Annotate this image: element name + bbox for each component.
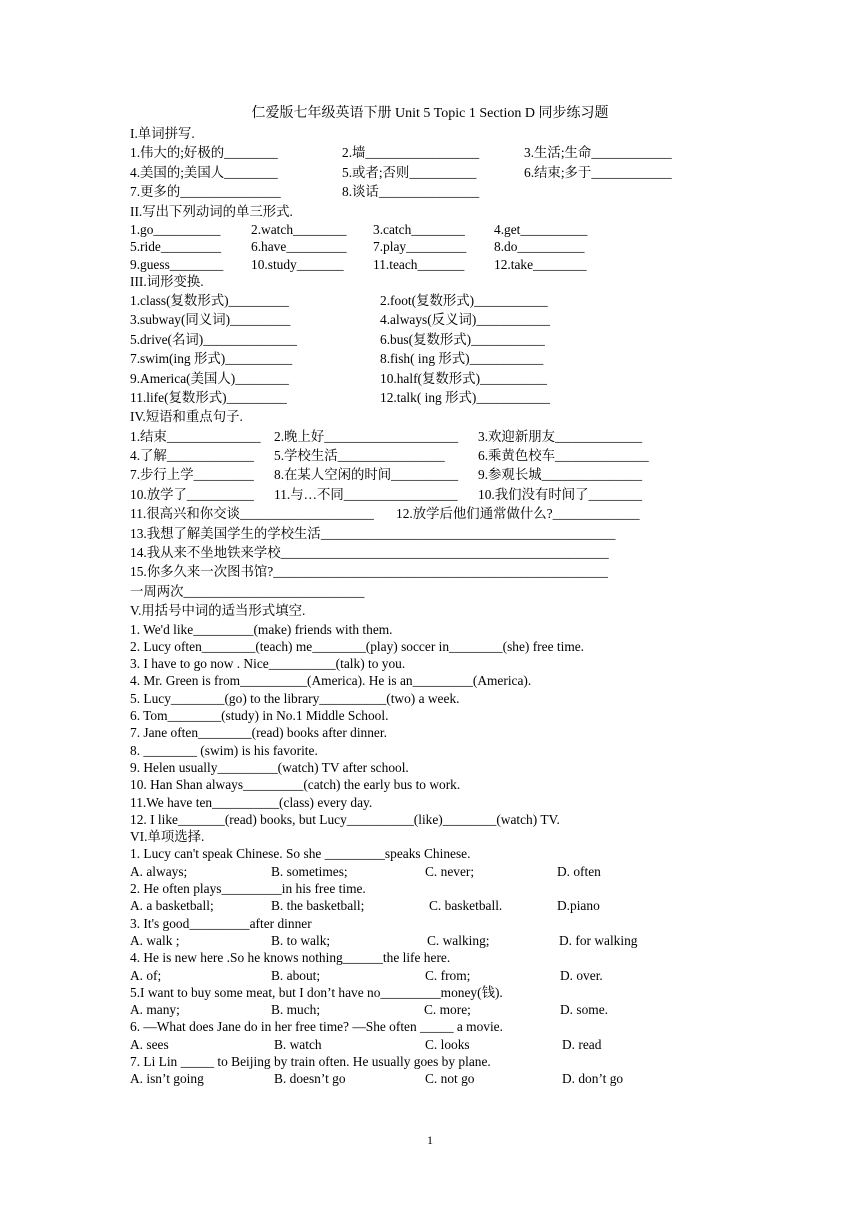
mc-option: C. not go <box>425 1071 475 1087</box>
phrase-item: 4.了解_____________ <box>130 448 254 464</box>
phrase-row <box>130 485 670 504</box>
fill-blank-item: 6. Tom________(study) in No.1 Middle School. <box>130 708 389 724</box>
section-heading: V.用括号中词的适当形式填空. <box>130 603 306 619</box>
verb-item: 11.teach_______ <box>373 256 465 272</box>
fill-blank-item: 2. Lucy often________(teach) me________(play) soccer in________(she) free time. <box>130 638 585 654</box>
transform-row <box>130 310 670 329</box>
page-number: 1 <box>427 1133 433 1147</box>
verb-item: 3.catch________ <box>373 221 465 237</box>
mc-options <box>130 1070 670 1087</box>
mc-option: B. watch <box>274 1036 322 1052</box>
vocab-item: 4.美国的;美国人________ <box>130 164 278 180</box>
mc-question: 5.I want to buy some meat, but I don’t have no_________money(钱). <box>130 984 503 1000</box>
mc-option: B. about; <box>271 967 321 983</box>
mc-question: 2. He often plays_________in his free time. <box>130 881 366 897</box>
transform-item: 5.drive(名词)______________ <box>130 331 297 347</box>
fill-blank-item: 5. Lucy________(go) to the library__________(two) a week. <box>130 690 460 706</box>
worksheet-body <box>130 124 670 1088</box>
phrase-item: 12.放学后他们通常做什么?_____________ <box>396 506 640 522</box>
fill-blank-item: 9. Helen usually_________(watch) TV after school. <box>130 759 409 775</box>
phrase-item: 7.步行上学_________ <box>130 467 254 483</box>
mc-option: B. the basketball; <box>271 898 365 914</box>
phrase-item: 10.放学了__________ <box>130 486 254 502</box>
mc-option: B. doesn’t go <box>274 1071 346 1087</box>
transform-item: 2.foot(复数形式)___________ <box>380 292 548 308</box>
mc-options <box>130 863 670 880</box>
phrase-row <box>130 427 670 446</box>
fill-blank-item: 7. Jane often________(read) books after dinner. <box>130 725 387 741</box>
vocab-row <box>130 143 670 162</box>
mc-option: D. don’t go <box>562 1071 624 1087</box>
transform-row <box>130 291 670 310</box>
mc-option: D. some. <box>560 1002 608 1018</box>
phrase-item: 15.你多久来一次图书馆?__________________________________________________ <box>130 564 608 580</box>
section-heading: III.词形变换. <box>130 274 204 290</box>
phrase-row <box>130 504 670 523</box>
transform-item: 9.America(美国人)________ <box>130 370 289 386</box>
mc-option: C. never; <box>425 863 475 879</box>
fill-blank-item: 1. We'd like_________(make) friends with them. <box>130 621 393 637</box>
mc-option: D. for walking <box>559 932 638 948</box>
fill-blank-item: 8. ________ (swim) is his favorite. <box>130 742 318 758</box>
vocab-item: 7.更多的_______________ <box>130 184 281 200</box>
mc-options <box>130 967 670 984</box>
mc-option: A. always; <box>130 863 188 879</box>
vocab-item: 3.生活;生命____________ <box>524 145 672 161</box>
mc-option: C. walking; <box>427 932 490 948</box>
phrase-item: 11.与…不同_________________ <box>274 486 458 502</box>
mc-options <box>130 1001 670 1018</box>
mc-option: B. sometimes; <box>271 863 348 879</box>
transform-item: 6.bus(复数形式)___________ <box>380 331 545 347</box>
mc-question: 3. It's good_________after dinner <box>130 915 312 931</box>
transform-row <box>130 388 670 407</box>
mc-question: 4. He is new here .So he knows nothing______the life here. <box>130 950 451 966</box>
phrase-row <box>130 524 670 543</box>
fill-blank-item: 3. I have to go now . Nice__________(talk) to you. <box>130 656 406 672</box>
phrase-item: 3.欢迎新朋友_____________ <box>478 428 643 444</box>
mc-options <box>130 897 670 914</box>
transform-row <box>130 330 670 349</box>
transform-item: 8.fish( ing 形式)___________ <box>380 351 544 367</box>
section-heading: I.单词拼写. <box>130 126 195 141</box>
mc-option: B. to walk; <box>271 932 331 948</box>
transform-row <box>130 369 670 388</box>
phrase-item: 6.乘黄色校车______________ <box>478 448 649 464</box>
mc-option: D. often <box>557 863 601 879</box>
verb-item: 4.get__________ <box>494 221 588 237</box>
verb-item: 10.study_______ <box>251 256 344 272</box>
phrase-row <box>130 465 670 484</box>
transform-item: 12.talk( ing 形式)___________ <box>380 389 550 405</box>
mc-question: 7. Li Lin _____ to Beijing by train often. He usually goes by plane. <box>130 1054 491 1070</box>
verb-row <box>130 256 670 274</box>
verb-item: 12.take________ <box>494 256 587 272</box>
phrase-row <box>130 543 670 562</box>
fill-blank-item: 4. Mr. Green is from__________(America). He is an_________(America). <box>130 673 532 689</box>
phrase-item: 一周两次___________________________ <box>130 583 365 599</box>
vocab-item: 5.或者;否则__________ <box>342 164 477 180</box>
transform-item: 11.life(复数形式)_________ <box>130 389 287 405</box>
mc-option: D. over. <box>560 967 603 983</box>
mc-option: A. sees <box>130 1036 169 1052</box>
phrase-item: 8.在某人空闲的时间__________ <box>274 467 459 483</box>
phrase-item: 2.晚上好____________________ <box>274 428 459 444</box>
phrase-item: 9.参观长城_______________ <box>478 467 643 483</box>
phrase-item: 10.我们没有时间了________ <box>478 486 643 502</box>
vocab-row <box>130 163 670 182</box>
verb-row <box>130 238 670 256</box>
verb-row <box>130 221 670 239</box>
mc-option: D. read <box>562 1036 602 1052</box>
mc-option: C. looks <box>425 1036 470 1052</box>
vocab-item: 2.墙_________________ <box>342 145 480 161</box>
transform-row <box>130 349 670 368</box>
mc-option: D.piano <box>557 898 600 914</box>
phrase-item: 13.我想了解美国学生的学校生活____________________________________________ <box>130 525 616 541</box>
worksheet-title: 仁爱版七年级英语下册 Unit 5 Topic 1 Section D 同步练习题 <box>251 106 609 121</box>
vocab-item: 1.伟大的;好极的________ <box>130 145 278 161</box>
mc-option: A. isn’t going <box>130 1071 204 1087</box>
phrase-item: 14.我从来不坐地铁来学校_________________________________________________ <box>130 545 609 561</box>
mc-option: B. much; <box>271 1002 321 1018</box>
transform-item: 4.always(反义词)___________ <box>380 312 550 328</box>
mc-option: C. from; <box>425 967 471 983</box>
verb-item: 6.have_________ <box>251 239 347 255</box>
verb-item: 2.watch________ <box>251 221 347 237</box>
mc-option: C. basketball. <box>429 898 503 914</box>
phrase-item: 1.结束______________ <box>130 428 261 444</box>
mc-options <box>130 1036 670 1053</box>
phrase-row <box>130 446 670 465</box>
verb-item: 8.do__________ <box>494 239 585 255</box>
verb-item: 1.go__________ <box>130 221 221 237</box>
verb-item: 7.play_________ <box>373 239 467 255</box>
mc-option: A. of; <box>130 967 162 983</box>
phrase-item: 11.很高兴和你交谈____________________ <box>130 506 374 522</box>
phrase-row <box>130 582 670 601</box>
section-heading: IV.短语和重点句子. <box>130 409 243 425</box>
mc-option: A. a basketball; <box>130 898 214 914</box>
mc-option: A. many; <box>130 1002 180 1018</box>
transform-item: 3.subway(同义词)_________ <box>130 312 291 328</box>
vocab-item: 6.结束;多于____________ <box>524 164 672 180</box>
mc-question: 6. —What does Jane do in her free time? —She often _____ a movie. <box>130 1019 503 1035</box>
vocab-item: 8.谈话_______________ <box>342 184 480 200</box>
phrase-item: 5.学校生活________________ <box>274 448 445 464</box>
section-heading: VI.单项选择. <box>130 829 205 845</box>
mc-question: 1. Lucy can't speak Chinese. So she _________speaks Chinese. <box>130 846 471 862</box>
verb-item: 5.ride_________ <box>130 239 222 255</box>
fill-blank-item: 12. I like_______(read) books, but Lucy__________(like)________(watch) TV. <box>130 811 560 827</box>
verb-item: 9.guess________ <box>130 256 224 272</box>
vocab-row <box>130 182 670 201</box>
mc-options <box>130 932 670 949</box>
phrase-row <box>130 562 670 581</box>
mc-option: A. walk ; <box>130 932 180 948</box>
fill-blank-item: 10. Han Shan always_________(catch) the early bus to work. <box>130 777 461 793</box>
transform-item: 10.half(复数形式)__________ <box>380 370 547 386</box>
fill-blank-item: 11.We have ten__________(class) every day. <box>130 794 373 810</box>
section-heading: II.写出下列动词的单三形式. <box>130 203 293 219</box>
mc-option: C. more; <box>424 1002 471 1018</box>
transform-item: 1.class(复数形式)_________ <box>130 292 289 308</box>
transform-item: 7.swim(ing 形式)__________ <box>130 351 293 367</box>
